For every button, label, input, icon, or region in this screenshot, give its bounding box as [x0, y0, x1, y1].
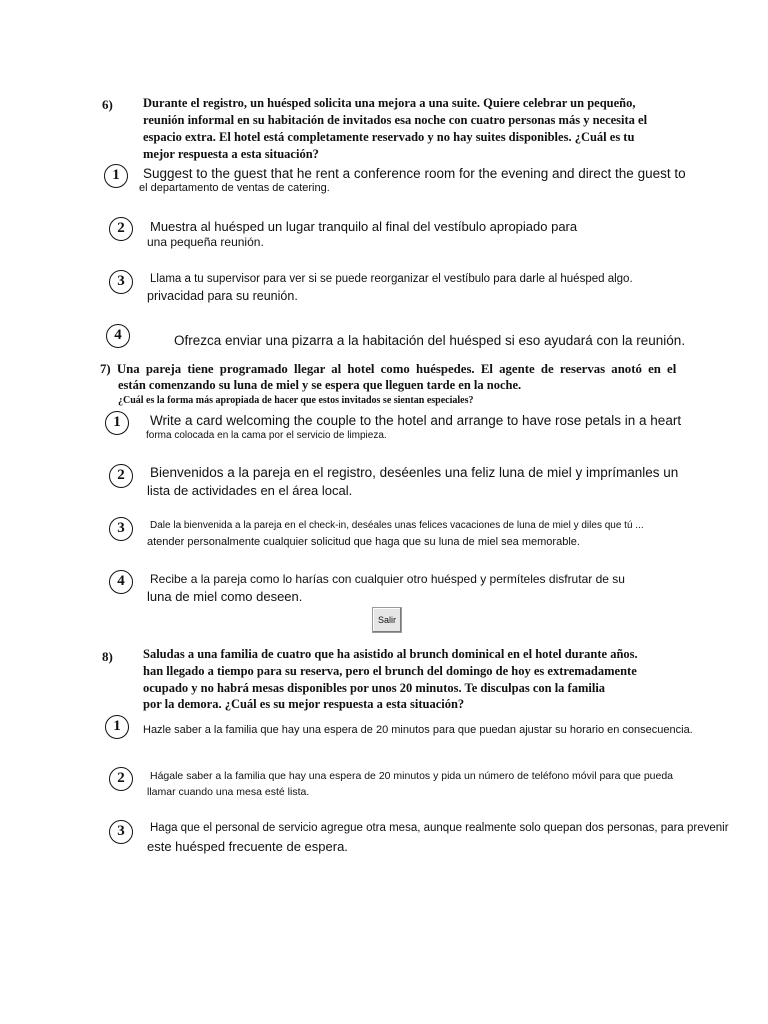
q6-option-1-radio[interactable]: 1 — [104, 164, 128, 188]
q6-option-2-text[interactable]: una pequeña reunión. — [147, 235, 264, 249]
question-8-text-line: Saludas a una familia de cuatro que ha asistido al brunch dominical en el hotel durante años. — [143, 647, 638, 661]
q7-option-1-text[interactable]: forma colocada en la cama por el servicio de limpieza. — [146, 430, 387, 441]
q8-option-2-text[interactable]: llamar cuando una mesa esté lista. — [147, 786, 310, 798]
q8-option-1-radio[interactable]: 1 — [105, 715, 129, 739]
question-6-text-line: reunión informal en su habitación de invitados esa noche con cuatro personas más y necesita el — [143, 113, 648, 127]
q6-option-3-radio[interactable]: 3 — [109, 270, 133, 294]
question-6-number: 6) — [102, 97, 113, 112]
q6-option-4-text[interactable]: Ofrezca enviar una pizarra a la habitación del huésped si eso ayudará con la reunión. — [174, 333, 686, 348]
question-6-text-line: mejor respuesta a esta situación? — [143, 147, 319, 161]
q7-option-1-text[interactable]: Write a card welcoming the couple to the hotel and arrange to have rose petals in a heart — [150, 413, 682, 428]
q7-option-2-radio[interactable]: 2 — [109, 464, 133, 488]
q8-option-3-radio[interactable]: 3 — [109, 820, 133, 844]
q7-option-4-text[interactable]: Recibe a la pareja como lo harías con cualquier otro huésped y permíteles disfrutar de su — [150, 572, 625, 586]
exit-button[interactable]: Salir — [372, 607, 402, 633]
q6-option-4-radio[interactable]: 4 — [106, 324, 130, 348]
question-7-text-line: están comenzando su luna de miel y se espera que lleguen tarde en la noche. — [118, 378, 522, 392]
q6-option-2-text[interactable]: Muestra al huésped un lugar tranquilo al final del vestíbulo apropiado para — [150, 219, 578, 234]
question-7-text-line: ¿Cuál es la forma más apropiada de hacer que estos invitados se sientan especiales? — [118, 395, 474, 406]
q8-option-1-text[interactable]: Hazle saber a la familia que hay una espera de 20 minutos para que puedan ajustar su horario en consecuencia. — [143, 724, 693, 736]
q8-option-3-text[interactable]: Haga que el personal de servicio agregue otra mesa, aunque realmente solo quepan dos personas, para prevenir — [150, 822, 729, 834]
q6-option-3-text[interactable]: privacidad para su reunión. — [147, 289, 298, 303]
question-6-text-line: espacio extra. El hotel está completamente reservado y no hay suites disponibles. ¿Cuál es tu — [143, 130, 635, 144]
q7-option-3-text[interactable]: atender personalmente cualquier solicitud que haga que su luna de miel sea memorable. — [147, 536, 580, 548]
q6-option-1-text[interactable]: el departamento de ventas de catering. — [139, 182, 330, 194]
q7-option-2-text[interactable]: lista de actividades en el área local. — [147, 483, 353, 498]
question-8-text-line: han llegado a tiempo para su reserva, pero el brunch del domingo de hoy es extremadamente — [143, 664, 637, 678]
q6-option-1-text[interactable]: Suggest to the guest that he rent a conference room for the evening and direct the guest to — [143, 166, 686, 181]
question-8-number: 8) — [102, 649, 113, 664]
q7-option-1-radio[interactable]: 1 — [105, 411, 129, 435]
question-8-text-line: ocupado y no habrá mesas disponibles por unos 20 minutos. Te disculpas con la familia — [143, 681, 606, 695]
q7-option-3-text[interactable]: Dale la bienvenida a la pareja en el check-in, deséales unas felices vacaciones de luna de miel y diles que tú ... — [150, 520, 644, 531]
question-7-text-line: 7) Una pareja tiene programado llegar al hotel como huéspedes. El agente de reservas anotó en el — [100, 362, 677, 376]
q7-option-2-text[interactable]: Bienvenidos a la pareja en el registro, deséenles una feliz luna de miel y imprímanles un — [150, 465, 679, 480]
question-6-text-line: Durante el registro, un huésped solicita una mejora a una suite. Quiere celebrar un pequeño, — [143, 96, 636, 110]
q6-option-2-radio[interactable]: 2 — [109, 217, 133, 241]
q7-option-4-radio[interactable]: 4 — [109, 570, 133, 594]
q8-option-2-radio[interactable]: 2 — [109, 767, 133, 791]
q7-option-3-radio[interactable]: 3 — [109, 517, 133, 541]
q6-option-3-text[interactable]: Llama a tu supervisor para ver si se puede reorganizar el vestíbulo para darle al huésped algo. — [150, 273, 633, 285]
q8-option-2-text[interactable]: Hágale saber a la familia que hay una espera de 20 minutos y pida un número de teléfono móvil para que pueda — [150, 770, 674, 782]
q7-option-4-text[interactable]: luna de miel como deseen. — [147, 589, 303, 604]
question-8-text-line: por la demora. ¿Cuál es su mejor respuesta a esta situación? — [143, 697, 465, 711]
q8-option-3-text[interactable]: este huésped frecuente de espera. — [147, 839, 348, 854]
